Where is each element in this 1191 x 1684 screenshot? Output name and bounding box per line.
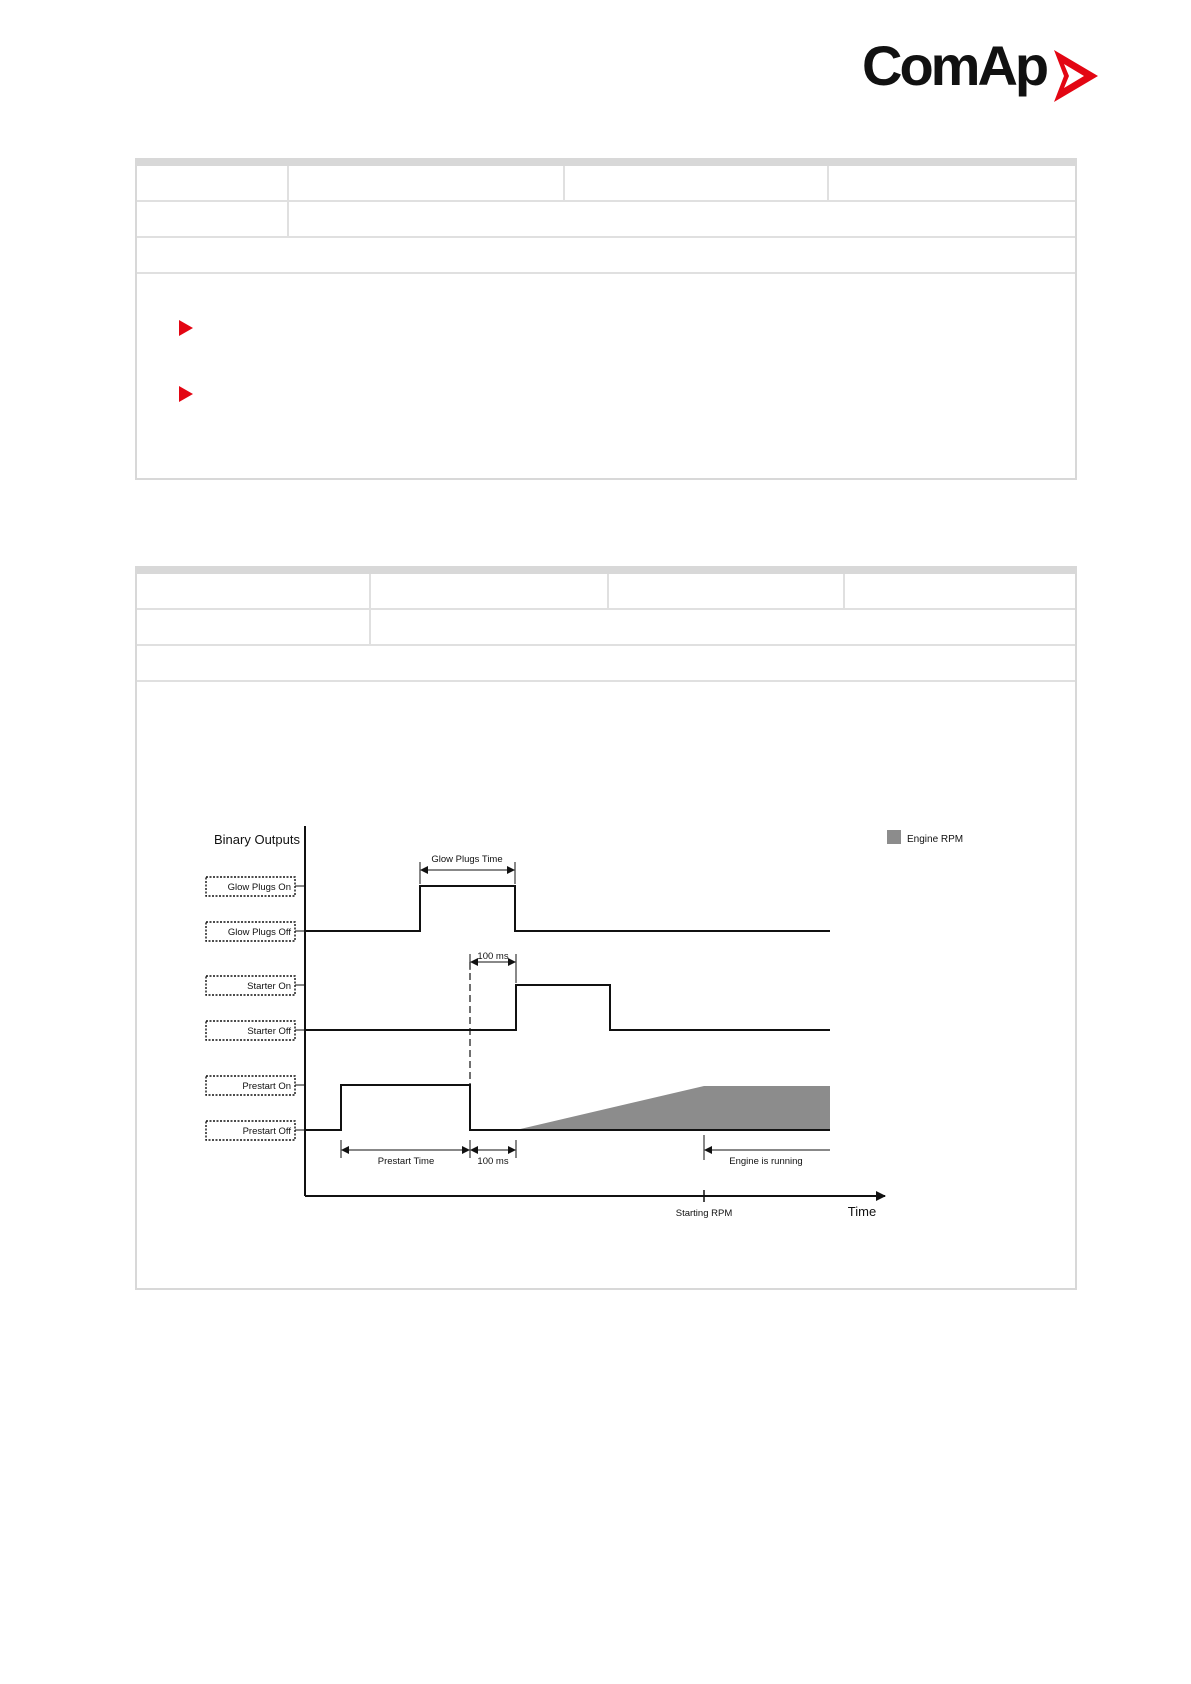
annotation-label: Engine is running (729, 1156, 803, 1167)
dimension-engine-running (704, 1135, 830, 1167)
dimension-delay-bottom (471, 1140, 516, 1167)
annotation-label: 100 ms (477, 1156, 509, 1167)
legend-label: Engine RPM (907, 834, 964, 845)
logo-text: ComAp (862, 34, 1047, 97)
signal-starter-off (206, 1021, 305, 1040)
signal-label: Starter Off (247, 1026, 291, 1037)
annotation-label: Starting RPM (675, 1208, 733, 1219)
signal-label: Glow Plugs On (227, 882, 291, 893)
signal-starter-on (206, 976, 305, 995)
legend-swatch (887, 830, 901, 844)
starter-waveform (305, 985, 830, 1030)
starting-rpm-marker (676, 1190, 733, 1219)
annotation-label: Glow Plugs Time (431, 854, 503, 865)
dimension-glow-plugs-time (420, 854, 515, 884)
signal-label: Starter On (247, 981, 291, 992)
dimension-delay-top (470, 951, 516, 983)
signal-glow-on (206, 877, 305, 896)
signal-label: Prestart Off (242, 1126, 291, 1137)
signal-label: Prestart On (242, 1081, 291, 1092)
signal-glow-off (206, 922, 305, 941)
x-axis-label: Time (847, 1204, 877, 1219)
signal-prestart-on (206, 1076, 305, 1095)
glow-plugs-waveform (305, 886, 830, 931)
signal-label: Glow Plugs Off (227, 927, 291, 938)
engine-rpm-area (516, 1086, 830, 1130)
y-axis-label: Binary Outputs (214, 832, 300, 847)
annotation-label: 100 ms (477, 951, 509, 962)
dimension-prestart-time (341, 1140, 470, 1167)
signal-prestart-off (206, 1121, 305, 1140)
annotation-label: Prestart Time (377, 1156, 435, 1167)
